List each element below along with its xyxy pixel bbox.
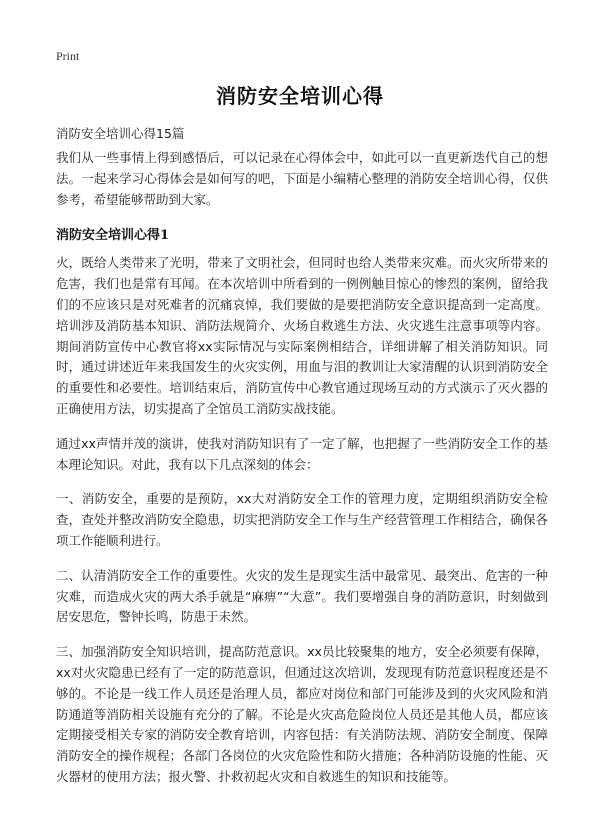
body-paragraph: 一、消防安全，重要的是预防，xx大对消防安全工作的管理力度，定期组织消防安全检查，查处并整改消防安全隐患，切实把消防安全工作与生产经营管理工作相结合，确保各项工作能顺利进行。 [56,491,548,548]
intro-paragraph: 我们从一些事情上得到感悟后，可以记录在心得体会中，如此可以一直更新迭代自己的想法。一起来学习心得体会是如何写的吧，下面是小编精心整理的消防安全培训心得，仅供参考，希望能够帮助到大家。 [56,150,548,207]
body-paragraph: 火，既给人类带来了光明，带来了文明社会，但同时也给人类带来灾难。而火灾所带来的危害，我们也是常有耳闻。在本次培训中所看到的一例例触目惊心的惨烈的案例，留给我们的不应该只是对死难者的沉痛哀悼，我们要做的是要把消防安全意识提高到一定高度。培训涉及消防基本知识、消防法规简介、火场自救逃生方法、火灾逃生注意事项等内容。期间消防宣传中心教官将xx实际情况与实际案例相结合，详细讲解了相关消防知识。同时，通过讲述近年来我国发生的火灾实例，用血与泪的教训让大家清醒的认识到消防安全的重要性和必要性。培训结束后，消防宣传中心教官通过现场互动的方式演示了灭火器的正确使用方法，切实提高了全馆员工消防实战技能。 [56,255,548,416]
page-title: 消防安全培训心得 [216,84,384,108]
print-link[interactable]: Print [56,49,80,63]
body-paragraph: 三、加强消防安全知识培训，提高防范意识。xx员比较聚集的地方，安全必须要有保障，xx对火灾隐患已经有了一定的防范意识，但通过这次培训，发现现有防范意识程度还是不够的。不论是一线工作人员还是治理人员，都应对岗位和部门可能涉及到的火灾风险和消防通道等消防相关设施有充分的了解。不论是火灾高危险岗位人员还是其他人员，都应该定期接受相关专家的消防安全教育培训，内容包括：有关消防法规、消防安全制度、保障消防安全的操作规程；各部门各岗位的火灾危险性和防火措施；各种消防设施的性能、灭火器材的使用方法；报火警、扑救初起火灾和自救逃生的知识和技能等。 [56,644,548,784]
section-heading: 消防安全培训心得1 [56,228,170,244]
article-subtitle: 消防安全培训心得15篇 [56,126,185,141]
body-paragraph: 二、认清消防安全工作的重要性。火灾的发生是现实生活中最常见、最突出、危害的一种灾难，而造成火灾的两大杀手就是“麻痹”“大意”。我们要增强自身的消防意识，时刻做到居安思危，警钟长鸣，防患于未然。 [56,567,548,625]
article-body [56,148,548,802]
body-paragraph: 通过xx声情并茂的演讲，使我对消防知识有了一定了解，也把握了一些消防安全工作的基本理论知识。对此，我有以下几点深刻的体会： [56,435,548,472]
